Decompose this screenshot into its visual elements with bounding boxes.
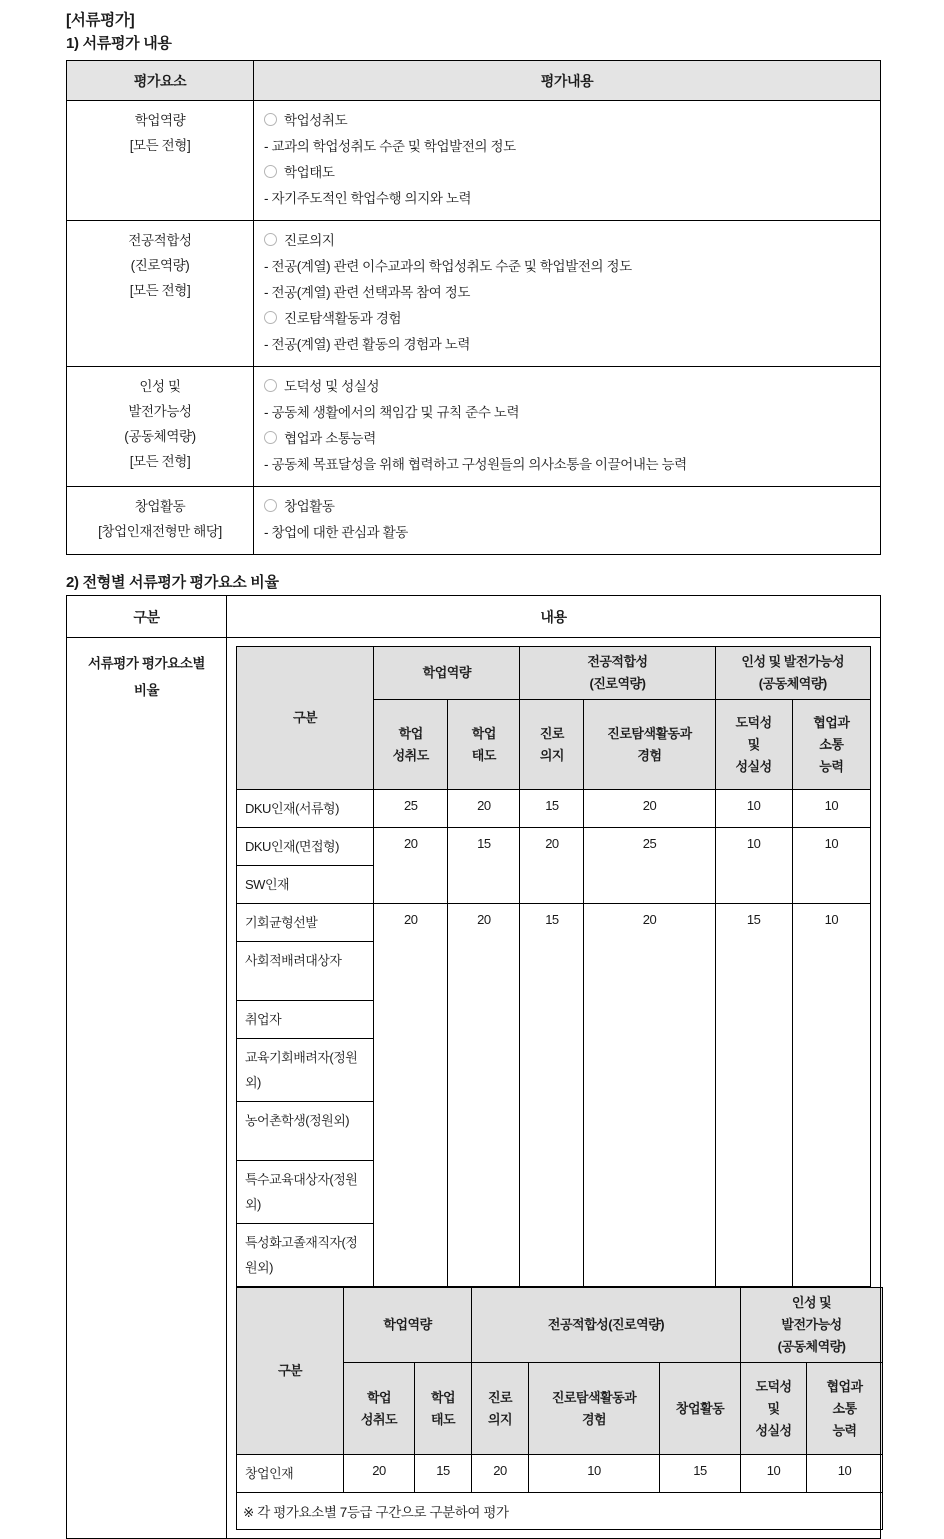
row-value: 20 — [584, 904, 715, 1287]
sub-line: 학업 — [398, 725, 423, 741]
ratio-table-startup — [236, 1287, 883, 1530]
circle-bullet-icon — [264, 499, 277, 512]
table2-header-row — [67, 596, 881, 638]
category-line: 발전가능성 — [128, 404, 192, 419]
circle-bullet-icon — [264, 113, 277, 126]
sub-line: 진로탐색활동과 — [607, 725, 692, 741]
sub-line: 진로 — [487, 1389, 513, 1405]
row-label-line: 서류평가 평가요소별 — [87, 656, 206, 671]
category-line: 전공적합성 — [128, 233, 192, 248]
row-name: DKU인재(서류형) — [237, 790, 374, 828]
row-value: 10 — [715, 790, 792, 828]
sub-line: 학업 — [366, 1389, 392, 1405]
category-line: 창업활동 — [134, 499, 186, 514]
detail-text: 창업활동 — [284, 499, 335, 514]
sub-line: 소통 — [832, 1400, 857, 1416]
sub-line: 협업과 — [813, 714, 850, 730]
sub-line: 학업 — [430, 1389, 456, 1405]
sub-line: 능력 — [832, 1422, 857, 1438]
sub-line: 성실성 — [735, 758, 772, 774]
ratio-b-sub-2 — [472, 1363, 529, 1455]
table-row — [237, 790, 871, 828]
circle-bullet-icon — [264, 165, 277, 178]
table-row — [237, 828, 871, 866]
ratio-a-group-major — [520, 647, 715, 700]
ratio-a-sub-2 — [520, 700, 584, 790]
group-line: (공동체역량) — [777, 1339, 846, 1354]
table1-row — [67, 487, 881, 555]
group-line: 인성 및 발전가능성 — [741, 654, 845, 669]
row-value: 20 — [374, 828, 448, 904]
sub-line: 진로 — [539, 725, 564, 741]
row-value: 15 — [715, 904, 792, 1287]
ratio-b-group-major: 전공적합성(진로역량) — [472, 1288, 741, 1363]
ratio-b-gubun-header: 구분 — [237, 1288, 344, 1455]
sub-line: 소통 — [819, 736, 844, 752]
table1-category-cell — [67, 367, 254, 487]
table1-header-content: 평가내용 — [254, 61, 881, 101]
table1-header-factor: 평가요소 — [67, 61, 254, 101]
detail-line-dash: - 교과의 학업성취도 수준 및 학업발전의 정도 — [264, 139, 516, 154]
section-2-heading: 2) 전형별 서류평가 평가요소 비율 — [66, 574, 279, 591]
sub-line: 경험 — [581, 1411, 607, 1427]
sub-line: 창업활동 — [675, 1400, 725, 1416]
ratio-b-sub-0 — [344, 1363, 415, 1455]
section-1-heading: 1) 서류평가 내용 — [66, 35, 172, 52]
sub-line: 협업과 — [826, 1378, 863, 1394]
ratio-table-general — [236, 646, 871, 1287]
row-value: 20 — [344, 1455, 415, 1493]
detail-line-dash: - 자기주도적인 학업수행 의지와 노력 — [264, 191, 472, 206]
row-value: 25 — [374, 790, 448, 828]
sub-line: 도덕성 — [755, 1378, 792, 1394]
ratio-b-group-header-row — [237, 1288, 883, 1363]
ratio-a-group-academic: 학업역량 — [374, 647, 520, 700]
category-line: (진로역량) — [130, 258, 190, 273]
ratio-by-admission-type-table — [66, 595, 881, 1539]
detail-text: 학업성취도 — [284, 113, 348, 128]
table1-row — [67, 367, 881, 487]
row-name: 취업자 — [237, 1001, 374, 1039]
sub-line: 학업 — [471, 725, 496, 741]
table2-body-row — [67, 638, 881, 1539]
row-value: 20 — [584, 790, 715, 828]
row-value: 10 — [807, 1455, 883, 1493]
detail-line-circle — [264, 108, 870, 134]
row-value: 10 — [715, 828, 792, 904]
detail-line-dash: - 공동체 목표달성을 위해 협력하고 구성원들의 의사소통을 이끌어내는 능력 — [264, 457, 687, 472]
group-line: (진로역량) — [589, 676, 646, 691]
row-name: 농어촌학생(정원외) — [237, 1102, 374, 1161]
category-line: [모든 전형] — [129, 454, 191, 469]
sub-line: 도덕성 — [735, 714, 772, 730]
row-value: 15 — [660, 1455, 741, 1493]
row-value: 20 — [448, 790, 520, 828]
row-name: 창업인재 — [237, 1455, 344, 1493]
detail-line-circle — [264, 160, 870, 186]
ratio-note-row — [237, 1493, 883, 1530]
detail-line-circle — [264, 306, 870, 332]
ratio-b-sub-4 — [660, 1363, 741, 1455]
ratio-a-group-personality — [715, 647, 871, 700]
sub-line: 및 — [747, 736, 760, 752]
row-value: 15 — [415, 1455, 472, 1493]
category-line: 인성 및 — [139, 379, 181, 394]
detail-line-circle — [264, 494, 870, 520]
sub-line: 태도 — [430, 1411, 456, 1427]
row-name: 특수교육대상자(정원외) — [237, 1161, 374, 1224]
sub-line: 및 — [767, 1400, 780, 1416]
ratio-b-sub-1 — [415, 1363, 472, 1455]
detail-line-dash: - 공동체 생활에서의 책임감 및 규칙 준수 노력 — [264, 405, 520, 420]
ratio-a-gubun-header: 구분 — [237, 647, 374, 790]
category-line: [창업인재전형만 해당] — [98, 524, 222, 539]
sub-line: 경험 — [637, 747, 662, 763]
detail-text: 진로의지 — [284, 233, 335, 248]
row-name: DKU인재(면접형) — [237, 828, 374, 866]
detail-text: 도덕성 및 성실성 — [284, 379, 380, 394]
table2-row-label — [67, 638, 227, 1539]
sub-line: 성실성 — [755, 1422, 792, 1438]
sub-line: 의지 — [487, 1411, 513, 1427]
row-value: 10 — [741, 1455, 807, 1493]
detail-text: 학업태도 — [284, 165, 335, 180]
table2-header-gubun: 구분 — [67, 596, 227, 638]
table-row — [237, 904, 871, 942]
row-name: 사회적배려대상자 — [237, 942, 374, 1001]
ratio-b-group-academic: 학업역량 — [344, 1288, 472, 1363]
ratio-a-sub-0 — [374, 700, 448, 790]
ratio-a-sub-4 — [715, 700, 792, 790]
table1-category-cell — [67, 221, 254, 367]
table1-detail-cell — [254, 367, 881, 487]
table-row — [237, 1455, 883, 1493]
sub-line: 의지 — [539, 747, 564, 763]
sub-line: 성취도 — [360, 1411, 398, 1427]
ratio-note: ※ 각 평가요소별 7등급 구간으로 구분하여 평가 — [237, 1493, 883, 1530]
row-name: 기회균형선발 — [237, 904, 374, 942]
row-name: 특성화고졸재직자(정원외) — [237, 1224, 374, 1287]
detail-line-dash: - 전공(계열) 관련 이수교과의 학업성취도 수준 및 학업발전의 정도 — [264, 259, 632, 274]
detail-line-dash: - 전공(계열) 관련 선택과목 참여 정도 — [264, 285, 471, 300]
sub-line: 진로탐색활동과 — [551, 1389, 637, 1405]
category-line: [모든 전형] — [129, 138, 191, 153]
circle-bullet-icon — [264, 431, 277, 444]
table2-header-naeyong: 내용 — [227, 596, 881, 638]
detail-text: 진로탐색활동과 경험 — [284, 311, 402, 326]
ratio-a-group-header-row — [237, 647, 871, 700]
detail-line-circle — [264, 426, 870, 452]
table1-category-cell — [67, 487, 254, 555]
row-value: 25 — [584, 828, 715, 904]
ratio-a-sub-5 — [792, 700, 870, 790]
detail-line-dash: - 전공(계열) 관련 활동의 경험과 노력 — [264, 337, 471, 352]
circle-bullet-icon — [264, 379, 277, 392]
table1-detail-cell — [254, 221, 881, 367]
ratio-b-sub-5 — [741, 1363, 807, 1455]
ratio-a-sub-3 — [584, 700, 715, 790]
row-value: 15 — [448, 828, 520, 904]
row-value: 20 — [448, 904, 520, 1287]
table1-detail-cell — [254, 101, 881, 221]
category-line: 학업역량 — [134, 113, 186, 128]
evaluation-content-table — [66, 60, 881, 555]
detail-line-circle — [264, 374, 870, 400]
group-line: 발전가능성 — [781, 1317, 842, 1332]
table1-row — [67, 221, 881, 367]
row-label-line: 비율 — [133, 683, 160, 698]
row-value: 20 — [472, 1455, 529, 1493]
row-name: SW인재 — [237, 866, 374, 904]
sub-line: 태도 — [471, 747, 496, 763]
category-line: [모든 전형] — [129, 283, 191, 298]
table1-row — [67, 101, 881, 221]
table1-header-row — [67, 61, 881, 101]
ratio-b-sub-3 — [529, 1363, 660, 1455]
detail-line-circle — [264, 228, 870, 254]
document-title: [서류평가] — [66, 12, 135, 29]
row-value: 20 — [520, 828, 584, 904]
circle-bullet-icon — [264, 311, 277, 324]
row-value: 15 — [520, 904, 584, 1287]
row-value: 10 — [529, 1455, 660, 1493]
detail-line-dash: - 창업에 대한 관심과 활동 — [264, 525, 408, 540]
row-value: 15 — [520, 790, 584, 828]
group-line: 전공적합성 — [587, 654, 648, 669]
row-value: 10 — [792, 828, 870, 904]
table1-detail-cell — [254, 487, 881, 555]
sub-line: 성취도 — [392, 747, 429, 763]
row-name: 교육기회배려자(정원외) — [237, 1039, 374, 1102]
sub-line: 능력 — [819, 758, 844, 774]
row-value: 10 — [792, 904, 870, 1287]
detail-text: 협업과 소통능력 — [284, 431, 376, 446]
ratio-b-group-personality — [741, 1288, 883, 1363]
table1-category-cell — [67, 101, 254, 221]
group-line: (공동체역량) — [758, 676, 827, 691]
circle-bullet-icon — [264, 233, 277, 246]
category-line: (공동체역량) — [124, 429, 196, 444]
group-line: 인성 및 — [791, 1295, 832, 1310]
ratio-b-sub-6 — [807, 1363, 883, 1455]
table2-inner-container — [227, 638, 881, 1539]
ratio-a-sub-1 — [448, 700, 520, 790]
row-value: 10 — [792, 790, 870, 828]
row-value: 20 — [374, 904, 448, 1287]
